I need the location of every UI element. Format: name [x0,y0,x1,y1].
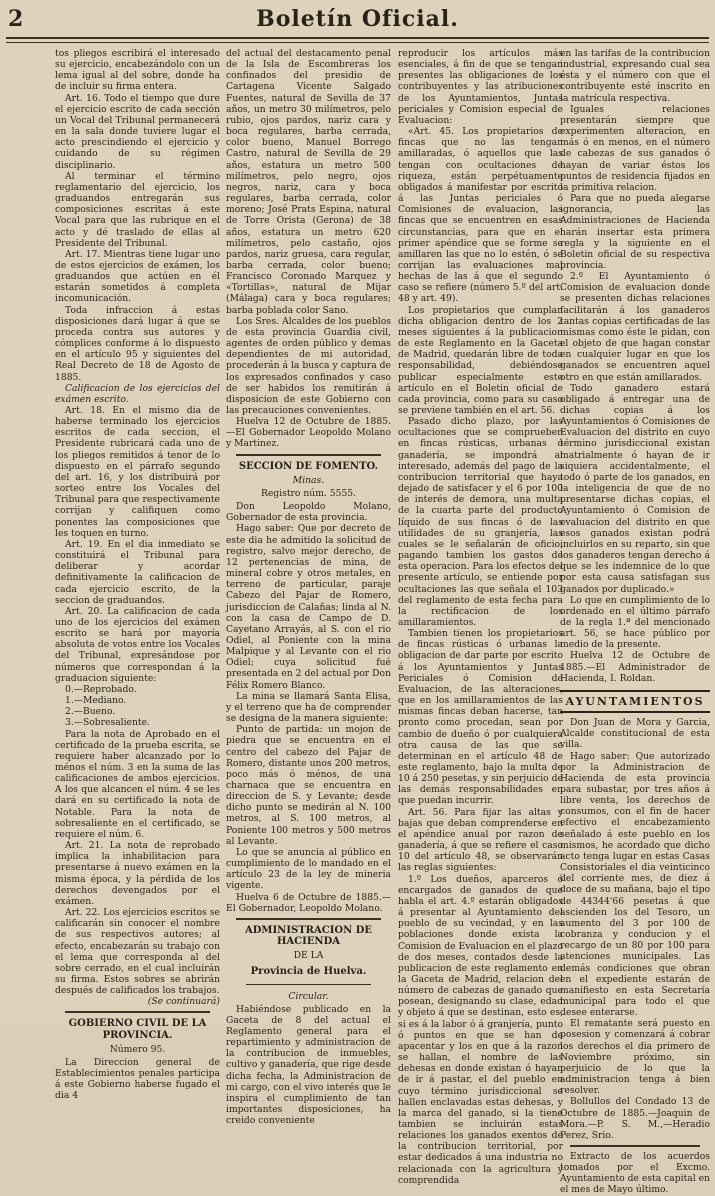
paragraph: en las tarifas de la contribucion industrial, expresando cual sea ésta y el número con que el contribuyente esté inscrito en la matrícula respectiva. [560,48,710,104]
section-divider [570,1145,700,1147]
section-divider [236,454,381,456]
paragraph: Los Sres. Alcaldes de los pueblos de esta provincia Guardia civil, agentes de orden público y demas dependientes de mi autoridad, procederán á la busca y captura de los expresados confinados y caso de ser habidos los remitirán á disposicion de este Gobierno con las precauciones convenientes. [226,315,391,416]
paragraph: Los propietarios que cumplan dicha obligacion dentro de los 2 meses siguientes á la publicacion de este Reglamento en la Gaceta de Madrid, quedarán libre de toda responsabilidad, debiéndose publicar especialmente este artículo en el Boletin oficial de cada provincia, como para su caso se previene también en el art. 56. [398,304,563,416]
paragraph: Habiéndose publicado en la Gaceta de 8 del actual el Reglamento general para el repartimiento y administracion de la contribucion de inmuebles, cultivo y ganadería, que rige desde dicha fecha, la Administracion de mi cargo, con el vivo interés que le inspira el cumplimiento de tan importantes disposiciones, ha creido conveniente [226,1003,391,1127]
paragraph: Hago saber: Que por decreto de este dia he admitido la solicitud de registro, salvo mejor derecho, de 12 pertenencias de mina, de mineral cobre y otros metales, en terreno de particular, paraje Cabezo del Pajar de Romero, jurisdiccion de Calañas; linda al N. con la casa de Campo de D. Cayetano Arrayás, al S. con el rio Odiel, al Poniente con la mina Malpique y al Levante con el rio Odiel; cuya solicitud fué presentada en 2 del actual por Don Félix Romero Blanco. [226,523,391,691]
column-1 [55,48,220,1102]
paragraph: Toda infraccion á estas disposiciones dará lugar á que se proceda contra sus autores y cómplices conforme á lo dispuesto en el artículo 95 y siguientes del Real Decreto de 18 de Agosto de 1885. [55,304,220,383]
paragraph: 2.º El Ayuntamiento ó Comision de evaluacion donde se presenten dichas relaciones facilitarán á los ganaderos tantas copias certificadas de las mismas como éste le pidan, con el objeto de que hagan constar en cualquier lugar en que los ganados se encuentren aquel otro en que están amillarados. [560,271,710,383]
paragraph: Para que no pueda alegarse ignorancia, las Administraciones de Hacienda harán insertar esta primera regla y la siguiente en el Boletin oficial de su respectiva provincia. [560,193,710,271]
paragraph: Don Juan de Mora y Garcia, Alcalde constitucional de esta villa. [560,717,710,751]
section-divider [236,918,381,920]
section-title: GOBIERNO CIVIL DE LA PROVINCIA. [68,1018,207,1041]
section-banner: AYUNTAMIENTOS [560,690,710,713]
paragraph: La Direccion general de Establecimientos penales participa á este Gobierno haberse fugado el dia 4 [55,1056,220,1102]
grade-item: 1.—Mediano. [65,695,127,707]
paragraph: Pasado dicho plazo, por las ocultaciones que se comprueben en fincas rústicas, urbanas ó ganadería, se impondrá al interesado, además del pago de la contribucion territorial que haya dejado de satisfacer y el 6 por 100 de interés de demora, una multa de la cuarta parte del producto líquido de sus fincas ó de las utilidades de su granjería, las cuales se le señalarán de oficio, pagando tambien los gastos de esta operacion. Para los efectos del presente artículo, se entiende por ocultaciones las que señala el 103 del reglamento de esta fecha para la rectificacion de los amillaramientos. [398,416,564,628]
paragraph: Todo ganadero estará obligado á entregar una de dichas copias á los Ayuntamientos ó Comisiones de Evaluacion del distrito en cuyo término jurisdiccional existan matrialmente ó hayan de ir siquiera accidentalmente, el todo ó parte de los ganados, en la inteligencia de que de no presentarse dichas copias, el Ayuntamiento ó Comision de evaluacion del distrito en que esos ganados existan podrá incluirlos en su reparto, sin que los ganaderos tengan derecho á que se les indemnice de lo que por esta causa satisfagan sus ganados por duplicado.» [560,382,710,595]
paragraph: Lo que en cumplimiento de lo ordenado en el último párrafo de la regla 1.ª del mencionado art. 56, se hace público por medio de la presente. [560,594,710,651]
paragraph: La mina se llamará Santa Elisa, y el terreno que ha de comprender se designa de la manera siguiente: [226,690,391,725]
grade-item: 0.—Reprobado. [65,683,137,695]
paragraph: Huelva 12 de Octubre de 1885.—El Gobernador Leopoldo Molano y Martinez. [226,416,391,450]
section-title: ADMINISTRACION DE HACIENDA [245,924,372,948]
paragraph: Art. 17. Mientras tiene lugar uno de estos ejercicios de exámen, los graduandos que actúen en él estarán sometidos á completa incomunicación. [55,248,220,305]
paragraph: reproducir los artículos más esenciales, á fin de que se tengan presentes las obligaciones de los contribuyentes y las atribuciones de los Ayuntamientos, Juntas periciales y Comision especial de Evaluacion: [398,48,563,126]
paragraph: Art. 20. La calificacion de cada uno de los ejercicios del exámen escrito se hará por mayoría absoluta de votos entre los Vocales del Tribunal, expresándose por números que correspondan á la graduacion siguiente: [55,605,220,684]
subheading: Circular. [288,990,329,1002]
paragraph: Art. 22. Los ejercicios escritos se calificarán sin conocer el nombre de sus respectivos autores; al efecto, encabezarán su trabajo con el lema que corresponda al del sobre cerrado, en el cual incluirán su firma. Estos sobres se abrirán después de calificados los trabajos. [55,907,220,997]
continuation-note: (Se continuará) [147,996,220,1008]
page-header [0,0,715,40]
paragraph: Punto de partida: un mojon de piedra que se encuentra en el centro del cabezo del Pajar de Romero, distante unos 200 metros, poco más ó ménos, de una charnaca que se encuentra en direccion de S. y Levante; desde dicho punto se medirán al N. 100 metros, al S. 100 metros, al Poniente 100 metros y 500 metros al Levante. [226,724,391,847]
paragraph: Don Leopoldo Molano, Gobernador de esta provincia. [226,501,391,524]
paragraph: del actual del destacamento penal de la Isla de Escombreras los confinados del presidio de Cartagena Vicente Salgado Fuentes, natural de Sevilla de 37 años, un metro 30 milímetros, pelo rubio, ojos pardos, nariz cara y boca regulares, barba cerrada, color bueno, Manuel Borrego Castro, natural de Sevilla de 29 años, estatura un metro 500 milímetros, pelo negro, ojos negros, nariz, cara y boca regulares, barba cerrada, color moreno; José Prats Espina, natural de Torre Orista (Gerona) de 38 años, estatura un metro 620 milímetros, pelo castaño, ojos pardos, nariz gruesa, cara regular, barba cerrada, color bueno; Francisco Coronado Marquez y «Tortillas», natural de Mijar (Málaga) cara y boca regulares; barba poblada color Sano. [226,48,391,316]
paragraph: Art. 16. Todo el tiempo que dure el ejercicio escrito de cada sección un Vocal del Tribunal permanecerá en la sala donde tuviere lugar el acto prescindiendo el ejercicio y cuidando de su régimen disciplinario. [55,92,220,171]
column-2 [226,48,391,1127]
paragraph: Art. 19. En el dia inmediato se constituirá el Tribunal para deliberar y acordar definitivamente la calificacion de cada ejercicio escrito, de la seccion de graduandos. [55,538,220,606]
paragraph: Huelva 6 de Octubre de 1885.—El Gobernador, Leopoldo Molano. [226,891,391,914]
paragraph: Lo que se anuncia al público en cumplimiento de lo mandado en el artículo 23 de la ley de mineria vigente. [226,846,391,892]
notice-number: Número 95. [109,1043,166,1055]
column-4 [560,48,710,1196]
subheading: Minas. [292,474,325,486]
subheading: Calificacion de los ejercicios del exámen escrito. [55,382,220,405]
grade-item: 3.—Sobresaliente. [65,717,150,729]
paragraph: Para la nota de Aprobado en el certificado de la prueba escrita, se requiere haber alcanzado por lo ménos el núm. 3 en la suma de las calificaciones de ambos ejercicios. A los que alcancen el núm. 4 se les dará en su certificado la nota de Notable. Para la nota de sobresaliente en el certificado, se requiere el núm. 6. [55,728,220,840]
paragraph: Art. 21. La nota de reprobado implica la inhabilitacion para presentarse á nuevo exámen en la misma época, y la pérdida de los derechos devengados por el exámen. [55,840,220,907]
section-title-connector: DE LA [293,950,324,962]
section-title: SECCION DE FOMENTO. [238,460,379,472]
column-3 [398,48,564,1186]
paragraph: Extracto de los acuerdos tomados por el Excmo. Ayuntamiento de esta capital en el mes de Mayo último. [560,1151,710,1196]
paragraph: El rematante será puesto en posesion y comenzará á cobrar los derechos el dia primero de Noviembre próximo, sin perjuicio de lo que la administracion tenga á bien resolver. [560,1018,710,1097]
section-subtitle: Provincia de Huelva. [250,966,367,978]
section-divider [246,984,371,985]
paragraph: Tambien tienen los propietarios de fincas rústicas ó urbanas la obligacion de dar parte por escrito á los Ayuntamientos y Juntas Periciales ó Comision de Evaluacion, de las alteraciones, que en los amillaramientos de las mismas fincas deban hacerse, tan pronto como procedan, sean por cambio de dueño ó por cualquiera otra causa de las que se determinan en el artículo 48 de este reglamento, bajo la multa de 10 á 250 pesetas, y sin perjuicio de las demás responsabilidades en que puedan incurrir. [398,628,563,807]
paragraph: Bollullos del Condado 13 de Octubre de 1885.—Joaquin de Mora.—P. S. M.,—Heradio Perez, Srio. [560,1096,710,1141]
page-title: Boletín Oficial. [256,6,459,32]
paragraph: 1.º Los dueños, aparceros ó encargados de ganados de que habla el art. 4.º estarán obligados á presentar al Ayuntamiento del pueblo de su vecindad, y en las poblaciones donde exista la Comision de Evaluacion en el plazo de dos meses, contados desde la publicacion de este reglamento en la Gaceta de Madrid, relacion del número de cabezas de ganado que posean, designando su clase, edad y objeto á que se destinan, esto es, si es á la labor ó á granjería, punto ó puntos en que se han de apacentar y los en que á la razon se hallan, el nombre de las dehesas en donde existan ó hayan de ir á pastar, el del pueblo en cuyo término jurisdiccional se hallen enclavadas estas dehesas, y la marca del ganado, si la tiene tambien se incluirán estas relaciones los ganados exentos de la contribucion territorial, por estar dedicados á una industria no relacionada con la agricultura y comprendida [398,873,563,1186]
header-rule [6,37,709,43]
paragraph: «Art. 45. Los propietarios de fincas que no las tengan amillaradas, ó aquellos que las tengan con ocultaciones de riqueza, están perpétuamente obligados á manifestar por escrito á las Juntas periciales ó Comisiones de evaluacion, las fincas que se encuentren en esas circunstancias, para que en el primer apéndice que se forme se amillaren las que no lo estén, ó se corrijan las evaluaciones mal hechas de las á que el segundo caso se refiere (número 5.º del art. 48 y art. 49). [398,126,563,305]
paragraph: Iguales relaciones presentarán siempre que experimenten alteracion, en más ó en menos, en el número de cabezas de sus ganados ó hayan de variar éstos los puntos de residencia fijados en la primitiva relacion. [560,103,710,193]
registry-number: Registro núm. 5555. [260,487,357,499]
paragraph: Huelva 12 de Octubre de 1885.—El Administrador de Hacienda, I. Roldan. [560,650,710,684]
paragraph: tos pliegos escribirá el interesado su ejercicio, encabezándolo con un lema igual al del sobre, donde ha de incluir su firma entera. [55,48,220,93]
paragraph: Art. 18. En el mismo dia de haberse terminado los ejercicios escritos de cada seccion, el Presidente rubricará cada uno de los pliegos remitidos á tenor de lo dispuesto en el párrafo segundo del art. 16, y los distribuirá por sorteo entre los Vocales del Tribunal para que respectivamente corrijan y califiquen como ponentes las composiciones que les toquen en turno. [55,405,220,539]
paragraph: Hago saber: Que autorizado por la Administracion de Hacienda de esta provincia para subastar, por tres años á libre venta, los derechos de consumos, con el fin de hacer efectivo el encabezamiento señalado á este pueblo en los mismos, he acordado que dicho acto tenga lugar en estas Casas Consistoriales el dia veinticinco del corriente mes, de diez á doce de su mañana, bajo el tipo de 44344'66 pesetas á que ascienden los del Tesoro, un aumento del 3 por 100 de cobranza y conducion y el recargo de un 80 por 100 para atenciones municipales. Las demás condiciones que obran en el expediente estarán de manifiesto en esta Secretaría municipal para todo el que desee enterarse. [560,750,710,1019]
grade-item: 2.—Bueno. [65,706,116,718]
section-divider [65,1011,210,1013]
page-number: 2 [8,6,24,32]
paragraph: Art. 56. Para fijar las altas y bajas que deban comprenderse en el apéndice anual por razon de ganadería, á que se refiere el caso 10 del artículo 48, se observarán las reglas siguientes: [398,806,563,874]
paragraph: Al terminar el término reglamentario del ejercicio, los graduandos entregarán sus composiciones escritas á este Vocal para que las rubrique en el acto y dé traslado de ellas al Presidente del Tribunal. [55,170,220,249]
